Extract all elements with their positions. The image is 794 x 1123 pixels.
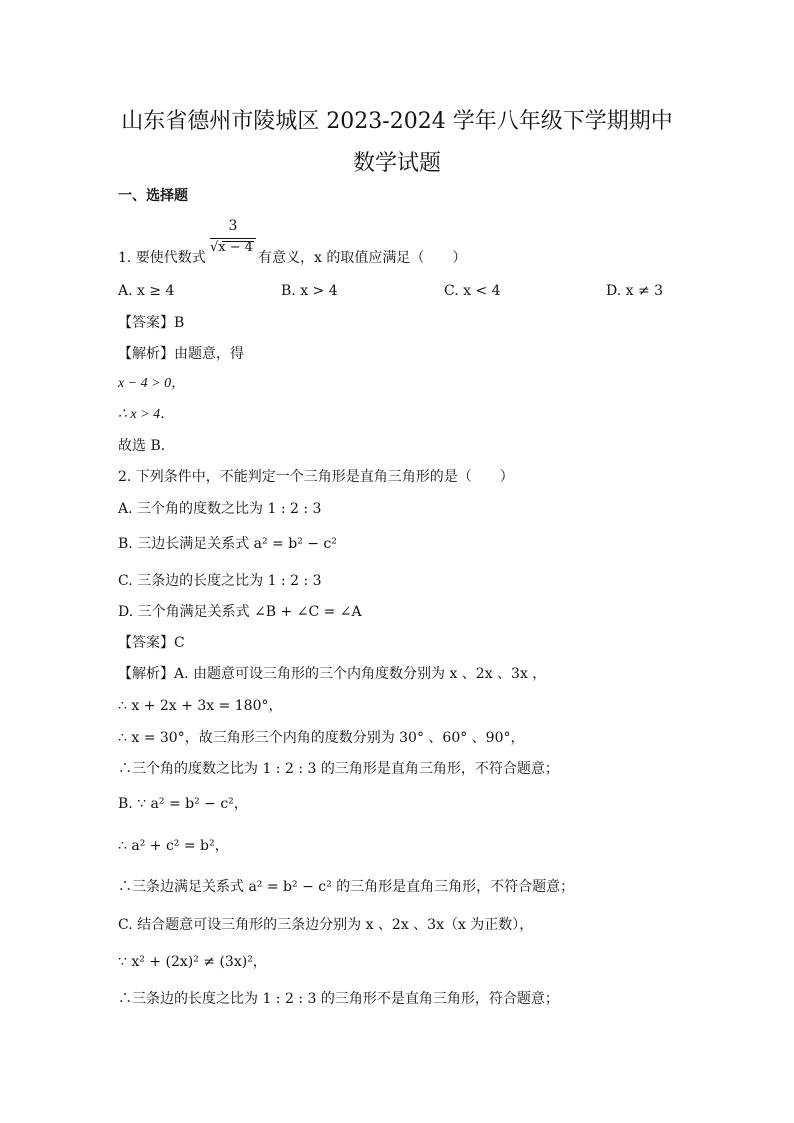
q1-option-b: B. x > 4 [281,283,338,299]
fraction-numerator: 3 [228,218,238,234]
q2-option-d: D. 三个角满足关系式 ∠B + ∠C = ∠A [118,604,362,620]
q1-analysis-line: ∴ x > 4． [118,407,175,422]
radical-overline [222,241,254,242]
q1-analysis-line: 故选 B． [118,438,175,454]
q2-analysis-line: 【解析】A. 由题意可设三角形的三个内角度数分别为 x 、2x 、3x ， [118,666,547,682]
q1-analysis-line: x − 4 > 0， [118,376,186,391]
q2-analysis-line: ∴三条边满足关系式 a² = b² − c² 的三角形是直角三角形，不符合题意； [118,879,575,895]
section-heading: 一、选择题 [118,188,188,204]
q2-analysis-line: ∴三条边的长度之比为 1 : 2 : 3 的三角形不是直角三角形，符合题意； [118,991,559,1007]
q1-answer: 【答案】B [118,315,185,331]
doc-subtitle: 数学试题 [352,151,441,176]
fraction-bar [210,238,256,239]
q1-option-c: C. x < 4 [444,283,501,299]
fraction-denominator: √x − 4 [210,240,254,255]
q2-analysis-line: ∴ a² + c² = b²， [118,838,229,854]
q1-prefix: 1. 要使代数式 [118,250,206,266]
q2-analysis-line: ∴三个角的度数之比为 1 : 2 : 3 的三角形是直角三角形，不符合题意； [118,761,559,777]
q2-analysis-line: ∵ x² + (2x)² ≠ (3x)²， [118,954,267,970]
q2-stem: 2. 下列条件中，不能判定一个三角形是直角三角形的是（ ） [118,469,514,485]
q2-option-c: C. 三条边的长度之比为 1 : 2 : 3 [118,573,322,589]
q2-option-a: A. 三个角的度数之比为 1 : 2 : 3 [118,501,322,517]
q2-analysis-line: ∴ x = 30°，故三角形三个内角的度数分别为 30° 、60° 、90°， [118,730,525,746]
q2-analysis-line: B. ∵ a² = b² − c²， [118,796,248,812]
q2-analysis-line: ∴ x + 2x + 3x = 180°， [118,698,283,714]
q1-suffix: 有意义，x 的取值应满足（ ） [258,250,467,266]
q2-answer: 【答案】C [118,635,185,651]
q1-option-d: D. x ≠ 3 [606,283,664,299]
q2-analysis-line: C. 结合题意可设三角形的三条边分别为 x 、2x 、3x（x 为正数）， [118,917,534,933]
q2-option-b: B. 三边长满足关系式 a² = b² − c² [118,536,337,552]
q1-analysis-line: 【解析】由题意，得 [118,346,244,362]
q1-option-a: A. x ≥ 4 [118,283,175,299]
doc-title: 山东省德州市陵城区 2023-2024 学年八年级下学期期中 [121,109,673,134]
